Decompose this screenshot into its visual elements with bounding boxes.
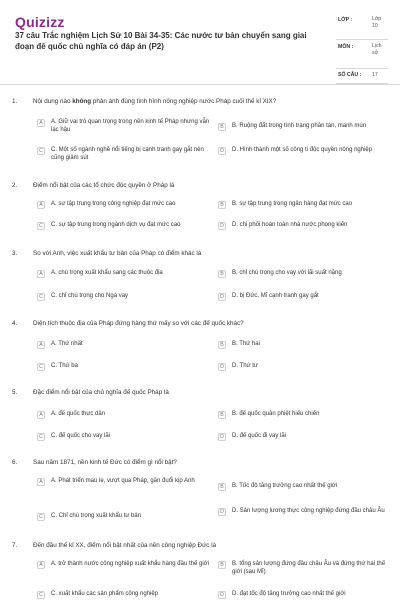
question-text-part: Nội dung nào bbox=[33, 98, 73, 105]
option-text: B. Tốc độ tăng trưởng cao nhất thế giới bbox=[232, 483, 338, 489]
option-text: A. sự tập trung trong công nghiệp đạt mức cao bbox=[51, 201, 176, 207]
option-text: D. Thứ tư bbox=[232, 363, 258, 369]
option-text: A. chú trọng xuất khẩu sang các thuộc địa bbox=[51, 270, 163, 276]
option-letter-box: B bbox=[218, 483, 226, 491]
option-letter-box: B bbox=[218, 270, 226, 278]
option-letter-box: C bbox=[37, 147, 45, 155]
question-number: 5. bbox=[12, 389, 18, 396]
question-text: Đặc điểm nổi bật của chủ nghĩa đế quốc Pháp là bbox=[33, 389, 169, 396]
option-letter-box: D bbox=[218, 433, 226, 441]
option-letter-box: D bbox=[218, 591, 226, 599]
option-text: A. Phát triển mau lẹ, vượt qua Pháp, gần đuổi kịp Anh bbox=[51, 478, 195, 484]
option-text: D. bị Đức, Mĩ cạnh tranh gay gắt bbox=[232, 293, 319, 299]
option-letter-box: A bbox=[37, 411, 45, 419]
option-letter-box: B bbox=[218, 341, 226, 349]
option-letter-box: D bbox=[218, 222, 226, 230]
question-text: Đến đầu thế kỉ XX, điểm nổi bật nhất của nền công nghiệp Đức là bbox=[33, 542, 217, 549]
option-text: C. xuất khẩu các sản phẩm công nghiệp bbox=[51, 591, 159, 597]
question-text: Diện tích thuộc địa của Pháp đứng hàng thứ mấy so với các đế quốc khác? bbox=[33, 320, 244, 327]
meta-subject-row bbox=[336, 40, 388, 69]
question-number: 7. bbox=[12, 542, 18, 549]
option-letter-box: C bbox=[37, 293, 45, 301]
question-number: 1. bbox=[12, 98, 18, 105]
header-divider bbox=[0, 84, 400, 85]
option-letter-box: D bbox=[218, 363, 226, 371]
option-text: C. sự tập trung trong ngành dịch vụ đạt mức cao bbox=[51, 222, 181, 228]
option-text: C. đế quốc cho vay lãi bbox=[51, 433, 111, 439]
count-label: SỐ CÂU : bbox=[338, 72, 362, 78]
option-text: D. chi phối hoàn toàn nhà nước phong kiến bbox=[232, 222, 348, 228]
option-text: D. đạt tốc độ tăng trưởng cao nhất thế giới bbox=[232, 591, 346, 597]
option-letter-box: B bbox=[218, 123, 226, 131]
option-text: C. Chỉ chú trọng xuất khẩu tư bản bbox=[51, 513, 142, 519]
option-text: A. đế quốc thực dân bbox=[51, 411, 106, 417]
worksheet-title: 37 câu Trắc nghiệm Lịch Sử 10 Bài 34-35: Các nước tư bản chuyển sang giai đoạn đế quốc chủ nghĩa có đáp án (P2) bbox=[15, 31, 307, 51]
option-text: B. đế quốc quân phiệt hiếu chiến bbox=[232, 411, 320, 417]
question-text-part: phản ánh đúng tình hình nông nghiệp nước Pháp cuối thế kỉ XIX? bbox=[91, 98, 277, 105]
option-letter-box: B bbox=[218, 411, 226, 419]
quizizz-logo: Quizizz bbox=[15, 14, 65, 30]
option-text: D. Hình thành một số công ti độc quyền nông nghiệp bbox=[232, 147, 373, 153]
option-letter-box: D bbox=[218, 508, 226, 516]
option-letter-box: C bbox=[37, 363, 45, 371]
option-text: B. sự tập trung trong ngân hàng đạt mức cao bbox=[232, 201, 353, 207]
option-text: A. Thứ nhất bbox=[51, 341, 83, 347]
question-text: So với Anh, việc xuất khẩu tư bản của Pháp có điểm khác là bbox=[33, 250, 202, 257]
option-letter-box: A bbox=[37, 119, 45, 127]
option-text: C. Thứ ba bbox=[51, 363, 78, 369]
option-letter-box: B bbox=[218, 201, 226, 209]
option-text: B. tổng sản lượng đứng đầu châu Âu và đứng thứ hai thế giới (sau Mĩ) bbox=[232, 561, 386, 575]
question-text: Sau năm 1871, nền kinh tế Đức có điểm gì nổi bật? bbox=[33, 459, 177, 466]
option-text: D. đế quốc đi vay lãi bbox=[232, 433, 287, 439]
question-number: 4. bbox=[12, 320, 18, 327]
option-letter-box: A bbox=[37, 201, 45, 209]
option-letter-box: A bbox=[37, 478, 45, 486]
option-text: A. trở thành nước công nghiệp xuất khẩu hàng đầu thế giới bbox=[51, 561, 209, 567]
meta-count-row bbox=[336, 69, 388, 84]
option-letter-box: C bbox=[37, 513, 45, 521]
meta-table bbox=[336, 14, 388, 84]
class-label: LỚP : bbox=[338, 17, 353, 23]
option-text: D. Sản lượng lương thực công nghiệp đứng đầu châu Âu bbox=[232, 508, 385, 514]
count-value: 17 bbox=[372, 72, 378, 78]
question-text bbox=[33, 98, 383, 106]
option-letter-box: C bbox=[37, 433, 45, 441]
option-letter-box: A bbox=[37, 341, 45, 349]
question-number: 6. bbox=[12, 459, 18, 466]
option-letter-box: D bbox=[218, 147, 226, 155]
option-text: C. chỉ chú trọng cho Nga vay bbox=[51, 293, 129, 299]
option-text: B. Ruộng đất trong tình trạng phân tán, manh mún bbox=[232, 123, 367, 129]
option-text: B. chỉ chú trọng cho vay với lãi suất nặng bbox=[232, 270, 342, 276]
meta-class-row bbox=[336, 14, 388, 40]
question-text-emphasis: không bbox=[72, 98, 92, 105]
option-letter-box: B bbox=[218, 561, 226, 569]
option-letter-box: D bbox=[218, 293, 226, 301]
option-letter-box: C bbox=[37, 591, 45, 599]
option-letter-box: C bbox=[37, 222, 45, 230]
question-text: Điểm nổi bật của các tổ chức độc quyền ở Pháp là bbox=[33, 182, 175, 189]
option-letter-box: A bbox=[37, 561, 45, 569]
option-text: C. Một số ngành nghề nổi tiếng bị cạnh tranh gay gắt nên cũng giảm sút bbox=[51, 147, 204, 161]
question-number: 3. bbox=[12, 250, 18, 257]
class-value: Lớp 10 bbox=[372, 16, 382, 29]
option-text: A. Giữ vai trò quan trọng trong nền kinh tế Pháp nhưng vẫn lạc hậu bbox=[51, 119, 210, 133]
subject-value: Lịch sử bbox=[372, 43, 382, 56]
option-text: B. Thứ hai bbox=[232, 341, 260, 347]
option-letter-box: A bbox=[37, 270, 45, 278]
subject-label: MÔN : bbox=[338, 44, 354, 50]
question-number: 2. bbox=[12, 182, 18, 189]
